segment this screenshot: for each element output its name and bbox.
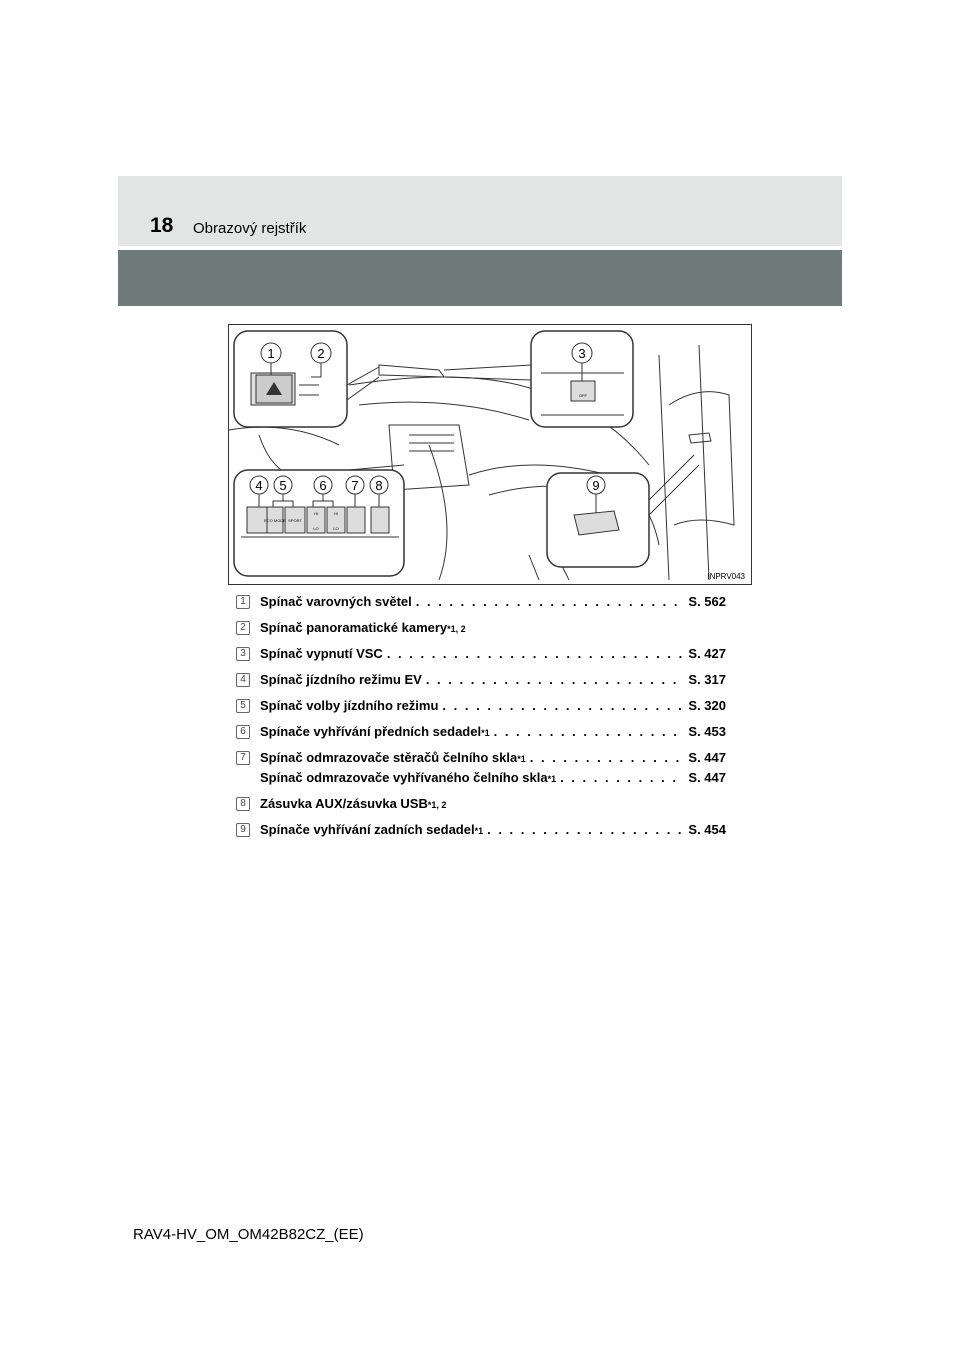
eco-mode-label: ECO MODE	[264, 518, 286, 523]
section-band	[118, 250, 842, 306]
item-number: 9	[236, 823, 250, 837]
lo-label-right: LO	[333, 526, 339, 531]
callout-3: 3	[578, 346, 586, 361]
item-list	[236, 594, 726, 848]
figure-code: INPRV043	[707, 572, 745, 581]
list-item: 7 Spínač odmrazovače stěračů čelního skla *1 . . . S. 447 Spínač odmrazovače vyhřívaného čelního skla *1 . . . S. 447	[236, 750, 726, 796]
page-reference: S. 427	[688, 646, 726, 661]
item-text: Zásuvka AUX/zásuvka USB	[260, 796, 428, 811]
list-item: 9 Spínače vyhřívání zadních sedadel *1 . . . S. 454	[236, 822, 726, 848]
page-reference: S. 453	[688, 724, 726, 739]
callout-7: 7	[351, 478, 359, 493]
page-reference: S. 320	[688, 698, 726, 713]
page-reference: S. 454	[688, 822, 726, 837]
item-number: 1	[236, 595, 250, 609]
section-title: Obrazový rejstřík	[193, 220, 307, 237]
hi-label-right: HI	[334, 511, 338, 516]
item-text: Spínač varovných světel	[260, 594, 412, 609]
page-number: 18	[150, 214, 174, 237]
item-text: Spínače vyhřívání předních sedadel	[260, 724, 482, 739]
item-text: Spínač panoramatické kamery	[260, 620, 448, 635]
item-number: 4	[236, 673, 250, 687]
item-text: Spínač odmrazovače stěračů čelního skla	[260, 750, 518, 765]
item-text: Spínač jízdního režimu EV	[260, 672, 422, 687]
list-item	[236, 698, 726, 724]
item-text: Spínače vyhřívání zadních sedadel	[260, 822, 475, 837]
item-number: 3	[236, 647, 250, 661]
list-item	[236, 594, 726, 620]
vsc-off-label: OFF	[579, 393, 587, 398]
item-number: 7	[236, 751, 250, 765]
sport-label: SPORT	[288, 518, 302, 523]
item-number: 8	[236, 797, 250, 811]
list-item: 6 Spínače vyhřívání předních sedadel *1 . . . S. 453	[236, 724, 726, 750]
callout-4: 4	[255, 478, 263, 493]
item-text: Spínač volby jízdního režimu	[260, 698, 439, 713]
hi-label-left: HI	[314, 511, 318, 516]
page-reference: S. 562	[688, 594, 726, 609]
callout-8: 8	[375, 478, 383, 493]
item-number: 2	[236, 621, 250, 635]
callout-6: 6	[319, 478, 327, 493]
item-text-2: Spínač odmrazovače vyhřívaného čelního skla	[260, 770, 548, 785]
callout-9: 9	[592, 478, 600, 493]
list-item	[236, 646, 726, 672]
item-number: 6	[236, 725, 250, 739]
callout-5: 5	[279, 478, 287, 493]
page-reference: S. 447	[688, 750, 726, 765]
page-reference: S. 317	[688, 672, 726, 687]
lo-label-left: LO	[313, 526, 319, 531]
callout-2: 2	[317, 346, 325, 361]
item-text: Spínač vypnutí VSC	[260, 646, 383, 661]
interior-illustration	[228, 324, 752, 585]
callout-1: 1	[267, 346, 275, 361]
page-reference: S. 447	[688, 770, 726, 785]
list-item: 2 Spínač panoramatické kamery *1, 2	[236, 620, 726, 646]
document-code: RAV4-HV_OM_OM42B82CZ_(EE)	[133, 1226, 364, 1243]
dashboard-drawing	[229, 325, 751, 584]
list-item: 8 Zásuvka AUX/zásuvka USB *1, 2	[236, 796, 726, 822]
item-number: 5	[236, 699, 250, 713]
list-item	[236, 672, 726, 698]
